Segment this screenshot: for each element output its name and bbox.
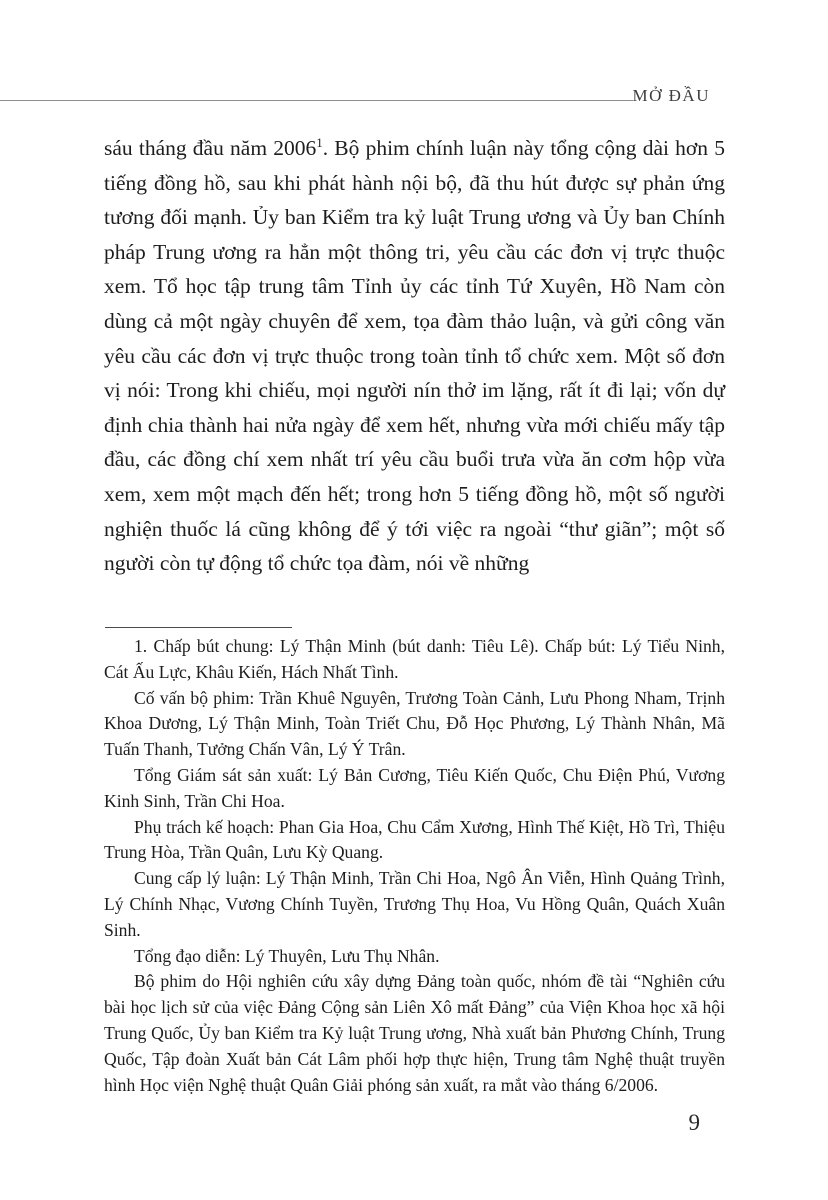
footnote-paragraph: Cung cấp lý luận: Lý Thận Minh, Trần Chi Hoa, Ngô Ân Viễn, Hình Quảng Trình, Lý Chính Nhạc, Vương Chính Tuyền, Trương Thụ Hoa, Vu Hồng Quân, Quách Xuân Sinh. — [104, 868, 725, 940]
footnotes-section — [104, 634, 725, 1098]
body-paragraph — [104, 131, 725, 581]
footnote-separator-rule — [105, 627, 292, 628]
footnote-paragraph: Cố vấn bộ phim: Trần Khuê Nguyên, Trương Toàn Cảnh, Lưu Phong Nham, Trịnh Khoa Dương, Lý Thận Minh, Toàn Triết Chu, Đỗ Học Phương, Lý Thành Nhân, Mã Tuấn Thanh, Tưởng Chấn Vân, Lý Ý Trân. — [104, 687, 725, 760]
body-text-rest: . Bộ phim chính luận này tổng cộng dài hơn 5 tiếng đồng hồ, sau khi phát hành nội bộ, đã thu hút được sự phản ứng tương đối mạnh. Ủy ban Kiểm tra kỷ luật Trung ương và Ủy ban Chính pháp Trung ương ra hẳn một thông tri, yêu cầu các đơn vị trực thuộc xem. Tổ học tập trung tâm Tỉnh ủy các tỉnh Tứ Xuyên, Hồ Nam còn dùng cả một ngày chuyên để xem, tọa đàm thảo luận, và gửi công văn yêu cầu các đơn vị trực thuộc trong toàn tỉnh tổ chức xem. Một số đơn vị nói: Trong khi chiếu, mọi người nín thở im lặng, rất ít đi lại; vốn dự định chia thành hai nửa ngày để xem hết, nhưng vừa mới chiếu mấy tập đầu, các đồng chí xem nhất trí yêu cầu buổi trưa vừa ăn cơm hộp vừa xem, xem một mạch đến hết; trong hơn 5 tiếng đồng hồ, một số người nghiện thuốc lá cũng không để ý tới việc ra ngoài “thư giãn”; một số người còn tự động tổ chức tọa đàm, nói về những — [104, 136, 725, 576]
footnote-paragraph: Phụ trách kế hoạch: Phan Gia Hoa, Chu Cẩm Xương, Hình Thế Kiệt, Hồ Trì, Thiệu Trung Hòa, Trần Quân, Lưu Kỳ Quang. — [104, 816, 725, 863]
page-number: 9 — [688, 1110, 700, 1135]
footnote-paragraph: 1. Chấp bút chung: Lý Thận Minh (bút danh: Tiêu Lê). Chấp bút: Lý Tiểu Ninh, Cát Ấu Lực, Khâu Kiến, Hách Nhất Tình. — [104, 636, 725, 682]
footnote-paragraph: Bộ phim do Hội nghiên cứu xây dựng Đảng toàn quốc, nhóm đề tài “Nghiên cứu bài học lịch sử của việc Đảng Cộng sản Liên Xô mất Đảng” của Viện Khoa học xã hội Trung Quốc, Ủy ban Kiểm tra Kỷ luật Trung ương, Nhà xuất bản Phương Chính, Trung Quốc, Tập đoàn Xuất bản Cát Lâm phối hợp thực hiện, Trung tâm Nghệ thuật truyền hình Học viện Nghệ thuật Quân Giải phóng sản xuất, ra mắt vào tháng 6/2006. — [104, 971, 725, 1095]
footnote-paragraph: Tổng đạo diễn: Lý Thuyên, Lưu Thụ Nhân. — [134, 945, 440, 966]
body-text-start: sáu tháng đầu năm 2006 — [104, 136, 317, 160]
footnote-paragraph: Tổng Giám sát sản xuất: Lý Bản Cương, Tiêu Kiến Quốc, Chu Điện Phú, Vương Kinh Sinh, Trần Chi Hoa. — [104, 764, 725, 811]
footnote-reference: 1 — [316, 134, 323, 150]
running-head: MỞ ĐẦU — [632, 86, 710, 105]
